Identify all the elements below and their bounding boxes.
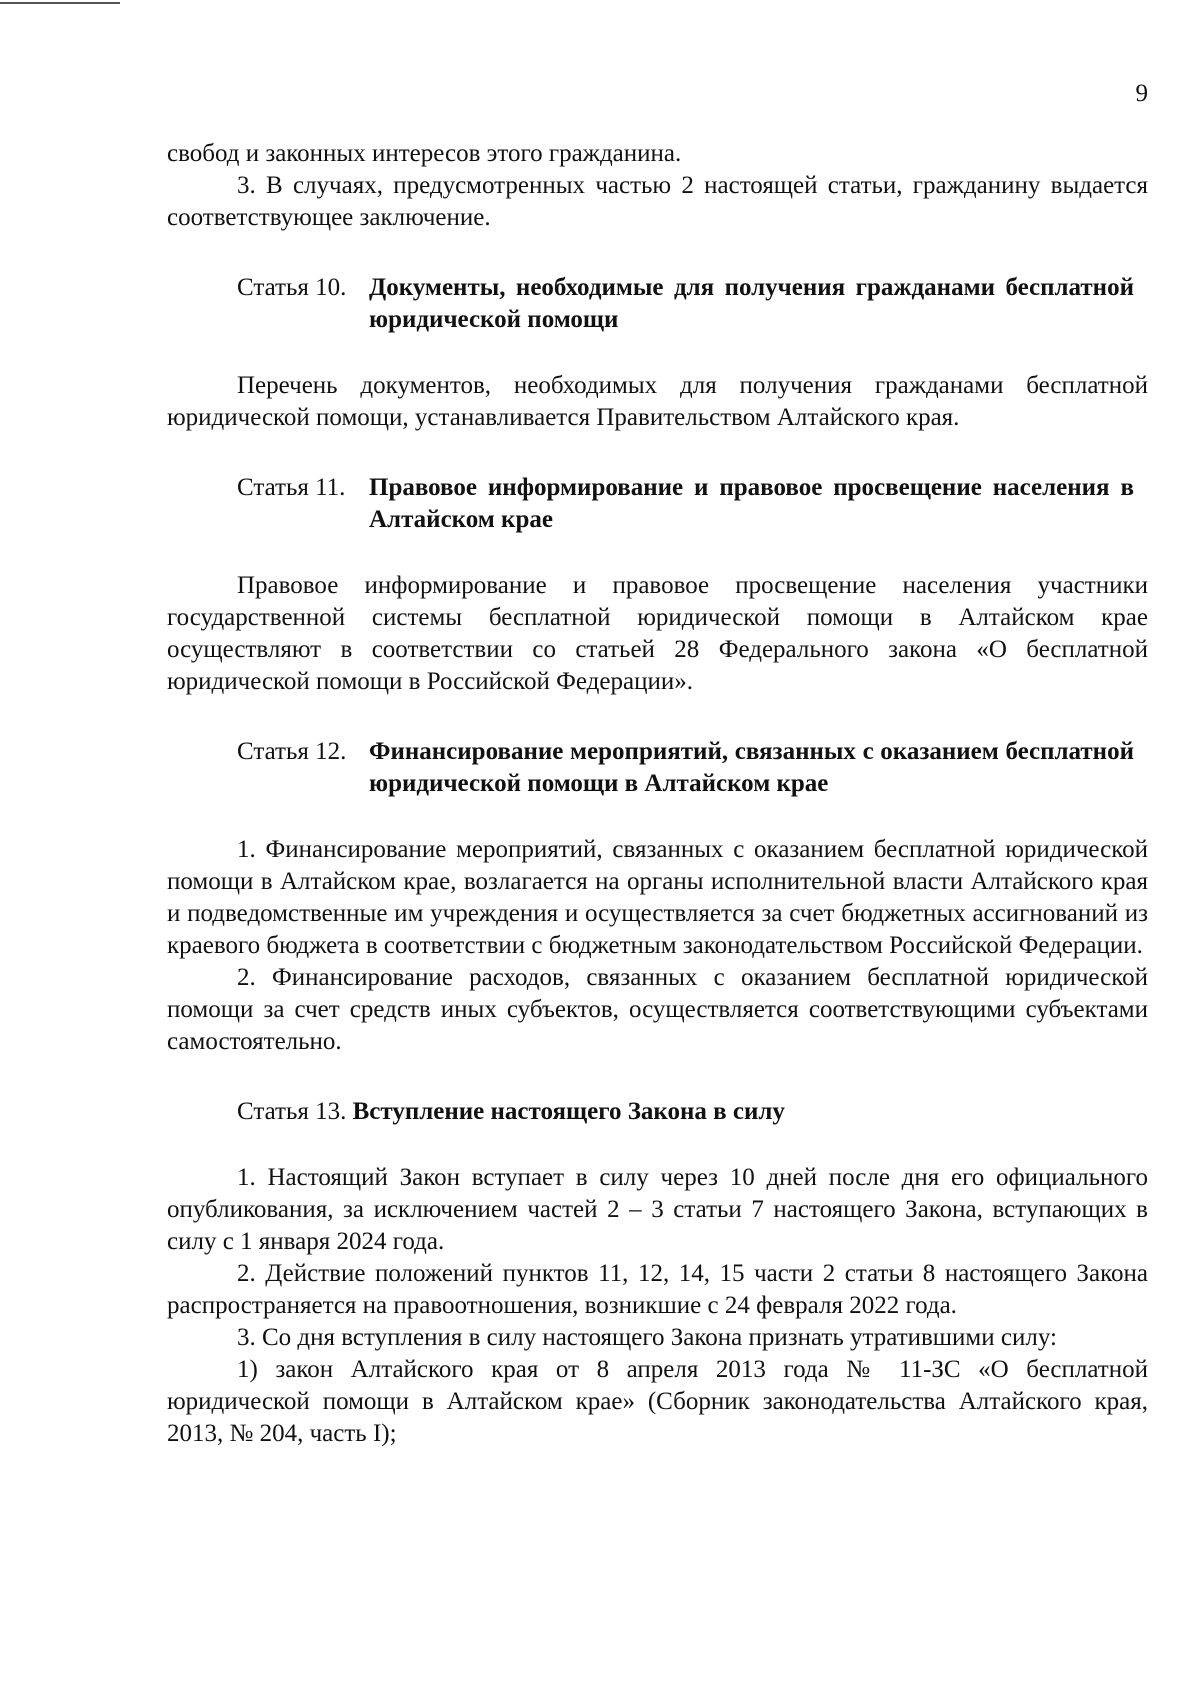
article-13-label: Статья 13.: [237, 1098, 347, 1125]
paragraph-continuation: свобод и законных интересов этого гражданина.: [167, 140, 682, 167]
article-13-paragraph-2: 2. Действие положений пунктов 11, 12, 14, 15 части 2 статьи 8 настоящего Закона распространяется на правоотношения, возникшие с 24 февраля 2022 года.: [167, 1260, 1148, 1319]
article-12-paragraph-1: 1. Финансирование мероприятий, связанных с оказанием бесплатной юридической помощи в Алтайском крае, возлагается на органы исполнительной власти Алтайского края и подведомственные им учреждения и осуществляется за счет бюджетных ассигнований из краевого бюджета в соответствии с бюджетным законодательством Российской Федерации.: [167, 836, 1148, 959]
article-12-paragraph-2: 2. Финансирование расходов, связанных с оказанием бесплатной юридической помощи за счет средств иных субъектов, осуществляется соответствующими субъектами самостоятельно.: [167, 964, 1148, 1055]
article-12-title: Финансирование мероприятий, связанных с оказанием бесплатной юридической помощи в Алтайском крае: [369, 738, 1134, 797]
article-13-heading: [167, 1096, 1148, 1128]
article-13-paragraph-3: 3. Со дня вступления в силу настоящего Закона признать утратившими силу:: [237, 1324, 1057, 1351]
article-12-label: Статья 12.: [237, 738, 347, 765]
scan-artifact-line: [0, 2, 120, 4]
article-13-paragraph-4: 1) закон Алтайского края от 8 апреля 2013 года № 11-ЗС «О бесплатной юридической помощи в Алтайском крае» (Сборник законодательства Алтайского края, 2013, № 204, часть I);: [167, 1356, 1148, 1447]
article-13-title: Вступление настоящего Закона в силу: [352, 1098, 785, 1125]
article-11-title: Правовое информирование и правовое просвещение населения в Алтайском крае: [369, 474, 1134, 533]
paragraph-item-3: 3. В случаях, предусмотренных частью 2 настоящей статьи, гражданину выдается соответствующее заключение.: [167, 172, 1148, 231]
article-10-body: Перечень документов, необходимых для получения гражданами бесплатной юридической помощи, устанавливается Правительством Алтайского края.: [167, 372, 1148, 431]
article-11-heading: [167, 472, 1148, 536]
page-number: 9: [1135, 80, 1148, 107]
article-10-label: Статья 10.: [237, 274, 347, 301]
article-10-heading: [167, 272, 1148, 336]
article-12-heading: [167, 736, 1148, 800]
document-body: [167, 138, 1148, 1450]
article-11-body: Правовое информирование и правовое просвещение населения участники государственной системы бесплатной юридической помощи в Алтайском крае осуществляют в соответствии со статьей 28 Федерального закона «О бесплатной юридической помощи в Российской Федерации».: [167, 572, 1148, 695]
article-11-label: Статья 11.: [237, 474, 346, 501]
article-13-paragraph-1: 1. Настоящий Закон вступает в силу через 10 дней после дня его официального опубликования, за исключением частей 2 – 3 статьи 7 настоящего Закона, вступающих в силу с 1 января 2024 года.: [167, 1164, 1148, 1255]
article-10-title: Документы, необходимые для получения гражданами бесплатной юридической помощи: [369, 274, 1134, 333]
